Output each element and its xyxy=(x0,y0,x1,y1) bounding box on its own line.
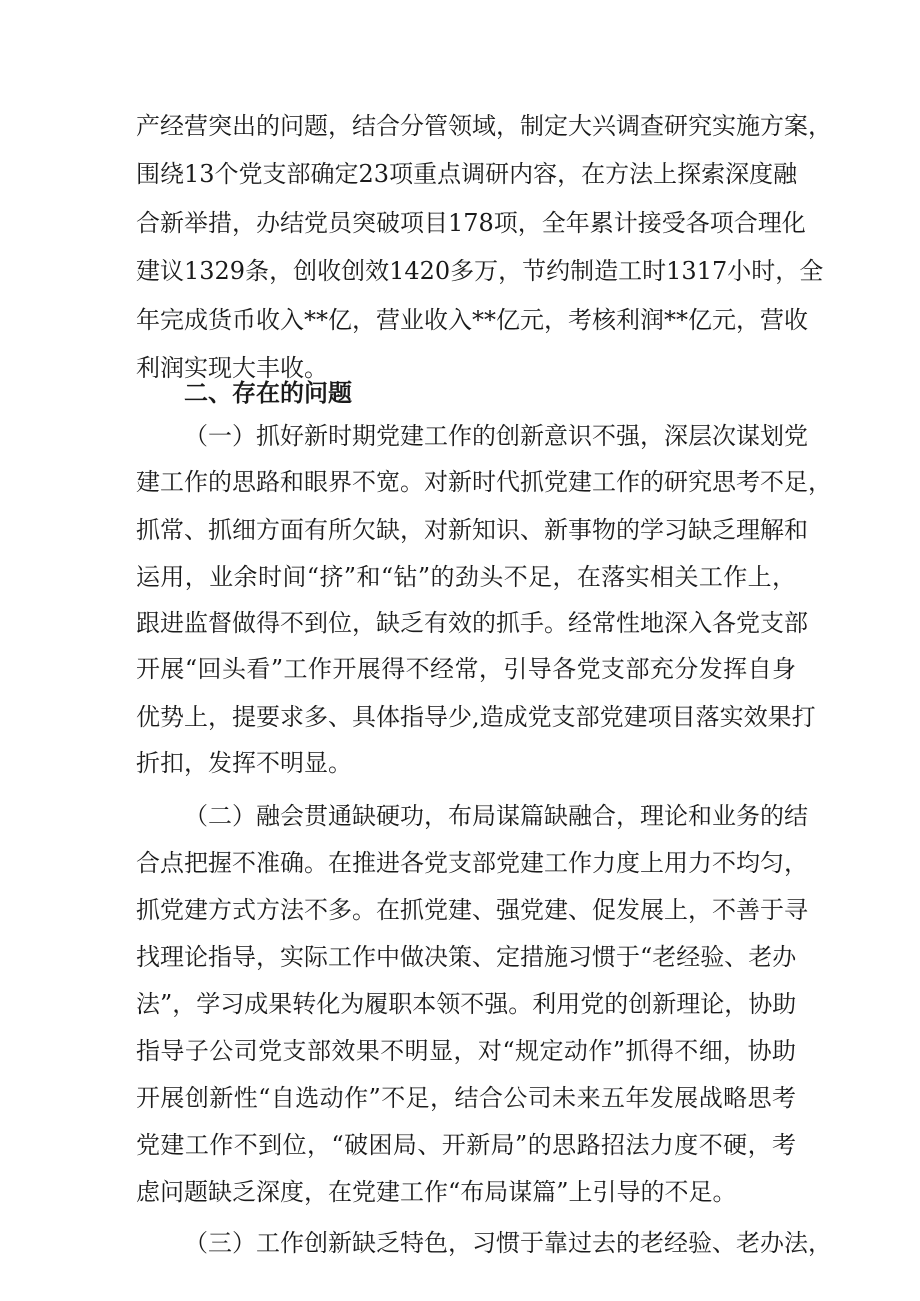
paragraph-line: （二）融会贯通缺硬功，布局谋篇缺融合，理论和业务的结 xyxy=(184,802,808,830)
paragraph-line: 党建工作不到位，“破困局、开新局”的思路招法力度不硬，考 xyxy=(136,1131,796,1159)
paragraph-line: 虑问题缺乏深度，在党建工作“布局谋篇”上引导的不足。 xyxy=(136,1178,737,1206)
paragraph-line: 开展创新性“自选动作”不足，结合公司未来五年发展战略思考 xyxy=(136,1084,796,1112)
paragraph-line: 指导子公司党支部效果不明显，对“规定动作”抓得不细，协助 xyxy=(136,1037,796,1065)
paragraph-line: 运用，业余时间“挤”和“钻”的劲头不足，在落实相关工作上， xyxy=(136,563,796,591)
paragraph-line: 建议1329条，创收创效1420多万，节约制造工时1317小时，全 xyxy=(136,257,824,285)
paragraph-line: 围绕13个党支部确定23项重点调研内容，在方法上探索深度融 xyxy=(136,160,798,188)
paragraph-line: 合新举措，办结党员突破项目178项，全年累计接受各项合理化 xyxy=(136,209,806,237)
section-heading: 二、存在的问题 xyxy=(184,379,352,407)
paragraph-line: （三）工作创新缺乏特色，习惯于靠过去的老经验、老办法， xyxy=(184,1229,832,1257)
paragraph-line: 抓党建方式方法不多。在抓党建、强党建、促发展上，不善于寻 xyxy=(136,896,808,924)
paragraph-line: 优势上，提要求多、具体指导少,造成党支部党建项目落实效果打 xyxy=(136,703,816,731)
paragraph-line: 建工作的思路和眼界不宽。对新时代抓党建工作的研究思考不足， xyxy=(136,468,832,496)
paragraph-line: 合点把握不准确。在推进各党支部党建工作力度上用力不均匀， xyxy=(136,849,808,877)
paragraph-line: 年完成货币收入**亿，营业收入**亿元，考核利润**亿元，营收 xyxy=(136,306,808,334)
paragraph-line: 折扣，发挥不明显。 xyxy=(136,749,352,777)
paragraph-line: 跟进监督做得不到位，缺乏有效的抓手。经常性地深入各党支部 xyxy=(136,609,808,637)
paragraph-line: 抓常、抓细方面有所欠缺，对新知识、新事物的学习缺乏理解和 xyxy=(136,516,808,544)
paragraph-line: 开展“回头看”工作开展得不经常，引导各党支部充分发挥自身 xyxy=(136,655,796,683)
paragraph-line: 找理论指导，实际工作中做决策、定措施习惯于“老经验、老办 xyxy=(136,943,797,971)
paragraph-line: 产经营突出的问题，结合分管领域，制定大兴调查研究实施方案， xyxy=(136,112,832,140)
paragraph-line: 利润实现大丰收。 xyxy=(136,354,328,382)
paragraph-line: （一）抓好新时期党建工作的创新意识不强，深层次谋划党 xyxy=(184,422,808,450)
paragraph-line: 法”，学习成果转化为履职本领不强。利用党的创新理论，协助 xyxy=(136,990,797,1018)
